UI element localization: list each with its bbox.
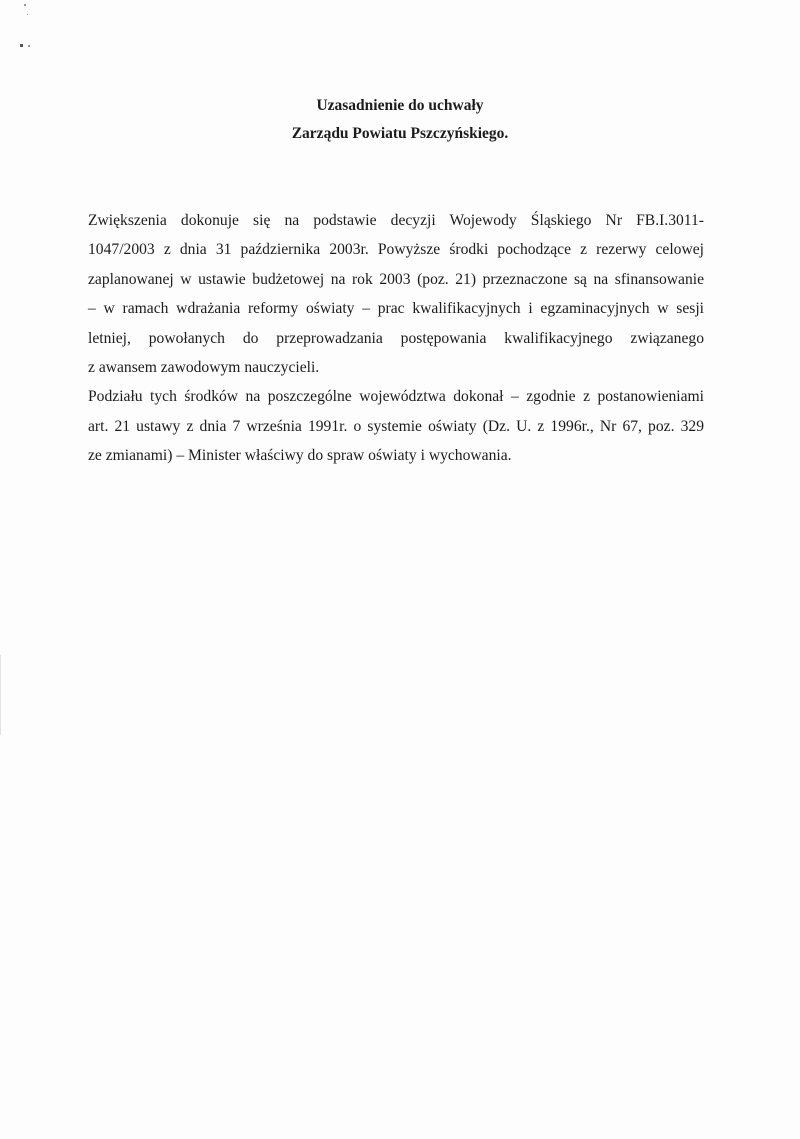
text-line: Zwiększenia dokonuje się na podstawie decyzji Wojewody Śląskiego Nr FB.I.3011- (88, 212, 704, 229)
text-line: Podziału tych środków na poszczególne województwa dokonał – zgodnie z postanowieniami (88, 388, 704, 406)
document-title-line-1: Uzasadnienie do uchwały (316, 97, 484, 114)
document-body (88, 206, 704, 471)
scan-artifact (27, 14, 28, 15)
text-line: zaplanowanej w ustawie budżetowej na rok 2003 (poz. 21) przeznaczone są na sfinansowanie (88, 270, 704, 288)
text-line: ze zmianami) – Minister właściwy do spraw oświaty i wychowania. (88, 447, 512, 465)
text-line: – w ramach wdrażania reformy oświaty – prac kwalifikacyjnych i egzaminacyjnych w sesji (88, 300, 704, 318)
scan-artifact (20, 44, 23, 47)
text-line: z awansem zawodowym nauczycieli. (88, 359, 320, 377)
text-line: 1047/2003 z dnia 31 października 2003r. Powyższe środki pochodzące z rezerwy celowej (88, 241, 704, 259)
scan-artifact (28, 45, 30, 47)
paragraph-2 (88, 382, 704, 470)
document-title-line-2: Zarządu Powiatu Pszczyńskiego. (291, 125, 509, 142)
paragraph-1 (88, 206, 704, 382)
scan-artifact (24, 4, 26, 6)
text-line: letniej, powołanych do przeprowadzania postępowania kwalifikacyjnego związanego (88, 329, 704, 347)
text-line: art. 21 ustawy z dnia 7 września 1991r. o systemie oświaty (Dz. U. z 1996r., Nr 67, poz. 329 (88, 417, 704, 435)
scan-edge-shadow (0, 655, 1, 735)
